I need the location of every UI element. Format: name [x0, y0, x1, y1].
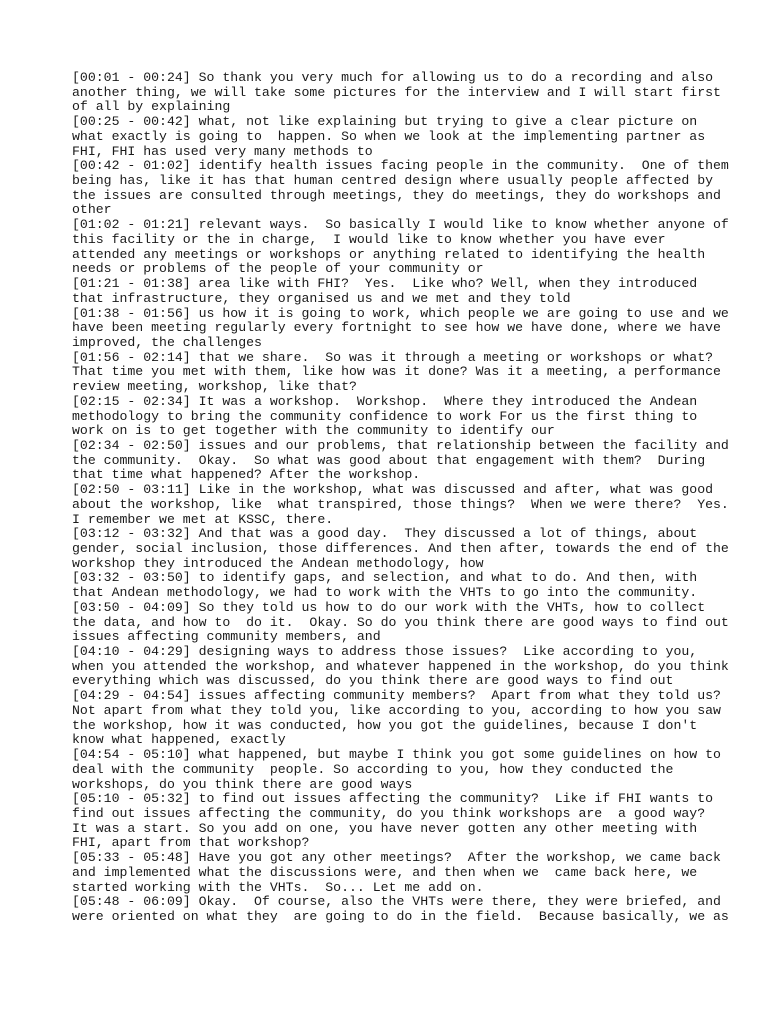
transcript-line: That time you met with them, like how was it done? Was it a meeting, a performance	[72, 364, 721, 380]
transcript-line: and implemented what the discussions were, and then when we came back here, we	[72, 864, 698, 880]
transcript-line: gender, social inclusion, those differences. And then after, towards the end of the	[72, 541, 729, 556]
transcript-line: needs or problems of the people of your community or	[72, 261, 484, 277]
transcript-line: that Andean methodology, we had to work with the VHTs to go into the community.	[72, 585, 698, 601]
transcript-line: that time what happened? After the workshop.	[72, 467, 421, 483]
transcript-line: were oriented on what they are going to do in the field. Because basically, we as	[72, 908, 729, 924]
transcript-line: [05:33 - 05:48] Have you got any other meetings? After the workshop, we came back	[72, 850, 721, 866]
transcript-line: know what happened, exactly	[72, 732, 286, 748]
transcript-line: [00:25 - 00:42] what, not like explaining but trying to give a clear picture on	[72, 114, 698, 130]
transcript-line: that infrastructure, they organised us and we met and they told	[72, 290, 571, 306]
transcript-line: deal with the community people. So according to you, how they conducted the	[72, 761, 674, 777]
transcript-line: the community. Okay. So what was good about that engagement with them? During	[72, 452, 706, 468]
transcript-line: of all by explaining	[72, 99, 231, 115]
transcript-line: I remember we met at KSSC, there.	[72, 511, 334, 527]
transcript-line: [00:01 - 00:24] So thank you very much for allowing us to do a recording and also	[72, 70, 714, 85]
transcript-line: [02:15 - 02:34] It was a workshop. Workshop. Where they introduced the Andean	[72, 393, 698, 409]
transcript-line: the data, and how to do it. Okay. So do you think there are good ways to find out	[72, 614, 729, 630]
transcript-line: workshop they introduced the Andean methodology, how	[72, 555, 484, 571]
transcript-line: other	[72, 202, 112, 218]
transcript-line: find out issues affecting the community, do you think workshops are a good way?	[72, 805, 706, 821]
transcript-line: [03:12 - 03:32] And that was a good day. They discussed a lot of things, about	[72, 526, 698, 542]
transcript-line: work on is to get together with the community to identify our	[72, 423, 555, 439]
transcript-line: Not apart from what they told you, like according to you, according to how you saw	[72, 702, 721, 718]
transcript-line: started working with the VHTs. So... Let me add on.	[72, 879, 484, 895]
transcript-line: [03:50 - 04:09] So they told us how to do our work with the VHTs, how to collect	[72, 599, 706, 615]
transcript-line: [04:29 - 04:54] issues affecting community members? Apart from what they told us?	[72, 688, 721, 704]
transcript-line: the issues are consulted through meetings, they do meetings, they do workshops and	[72, 187, 721, 203]
transcript-line: attended any meetings or workshops or anything related to identifying the health	[72, 246, 706, 262]
transcript-line: have been meeting regularly every fortnight to see how we have done, where we have	[72, 320, 721, 336]
transcript-line: when you attended the workshop, and whatever happened in the workshop, do you think	[72, 658, 729, 674]
transcript-line: about the workshop, like what transpired, those things? When we were there? Yes.	[72, 496, 729, 512]
transcript-line: [01:21 - 01:38] area like with FHI? Yes. Like who? Well, when they introduced	[72, 276, 698, 292]
transcript-line: FHI, apart from that workshop?	[72, 835, 310, 851]
transcript-line: [02:34 - 02:50] issues and our problems, that relationship between the facility and	[72, 437, 729, 453]
transcript-line: [01:56 - 02:14] that we share. So was it through a meeting or workshops or what?	[72, 349, 714, 365]
transcript-line: being has, like it has that human centred design where usually people affected by	[72, 173, 714, 189]
transcript-line: the workshop, how it was conducted, how you got the guidelines, because I don't	[72, 717, 698, 733]
transcript-line: another thing, we will take some pictures for the interview and I will start first	[72, 84, 721, 100]
transcript-line: [04:54 - 05:10] what happened, but maybe I think you got some guidelines on how to	[72, 747, 721, 763]
transcript-line: what exactly is going to happen. So when we look at the implementing partner as	[72, 128, 706, 144]
transcript-line: issues affecting community members, and	[72, 629, 381, 645]
transcript-line: FHI, FHI has used very many methods to	[72, 143, 373, 159]
transcript-line: [05:10 - 05:32] to find out issues affecting the community? Like if FHI wants to	[72, 791, 714, 807]
transcript-line: [02:50 - 03:11] Like in the workshop, what was discussed and after, what was good	[72, 482, 714, 498]
transcript-line: [05:48 - 06:09] Okay. Of course, also the VHTs were there, they were briefed, and	[72, 894, 721, 910]
transcript-line: review meeting, workshop, like that?	[72, 379, 357, 395]
transcript-line: this facility or the in charge, I would like to know whether you have ever	[72, 231, 666, 247]
transcript-line: [01:38 - 01:56] us how it is going to work, which people we are going to use and we	[72, 305, 729, 321]
transcript-line: It was a start. So you add on one, you have never gotten any other meeting with	[72, 820, 698, 836]
transcript-line: everything which was discussed, do you think there are good ways to find out	[72, 673, 674, 689]
transcript-page	[72, 70, 729, 925]
transcript-line: [03:32 - 03:50] to identify gaps, and selection, and what to do. And then, with	[72, 570, 698, 586]
transcript-line: improved, the challenges	[72, 334, 262, 350]
transcript-line: methodology to bring the community confidence to work For us the first thing to	[72, 408, 698, 424]
transcript-line: [00:42 - 01:02] identify health issues facing people in the community. One of them	[72, 158, 729, 174]
transcript-line: [01:02 - 01:21] relevant ways. So basically I would like to know whether anyone of	[72, 217, 729, 233]
transcript-line: workshops, do you think there are good ways	[72, 776, 413, 792]
transcript-line: [04:10 - 04:29] designing ways to address those issues? Like according to you,	[72, 644, 698, 660]
